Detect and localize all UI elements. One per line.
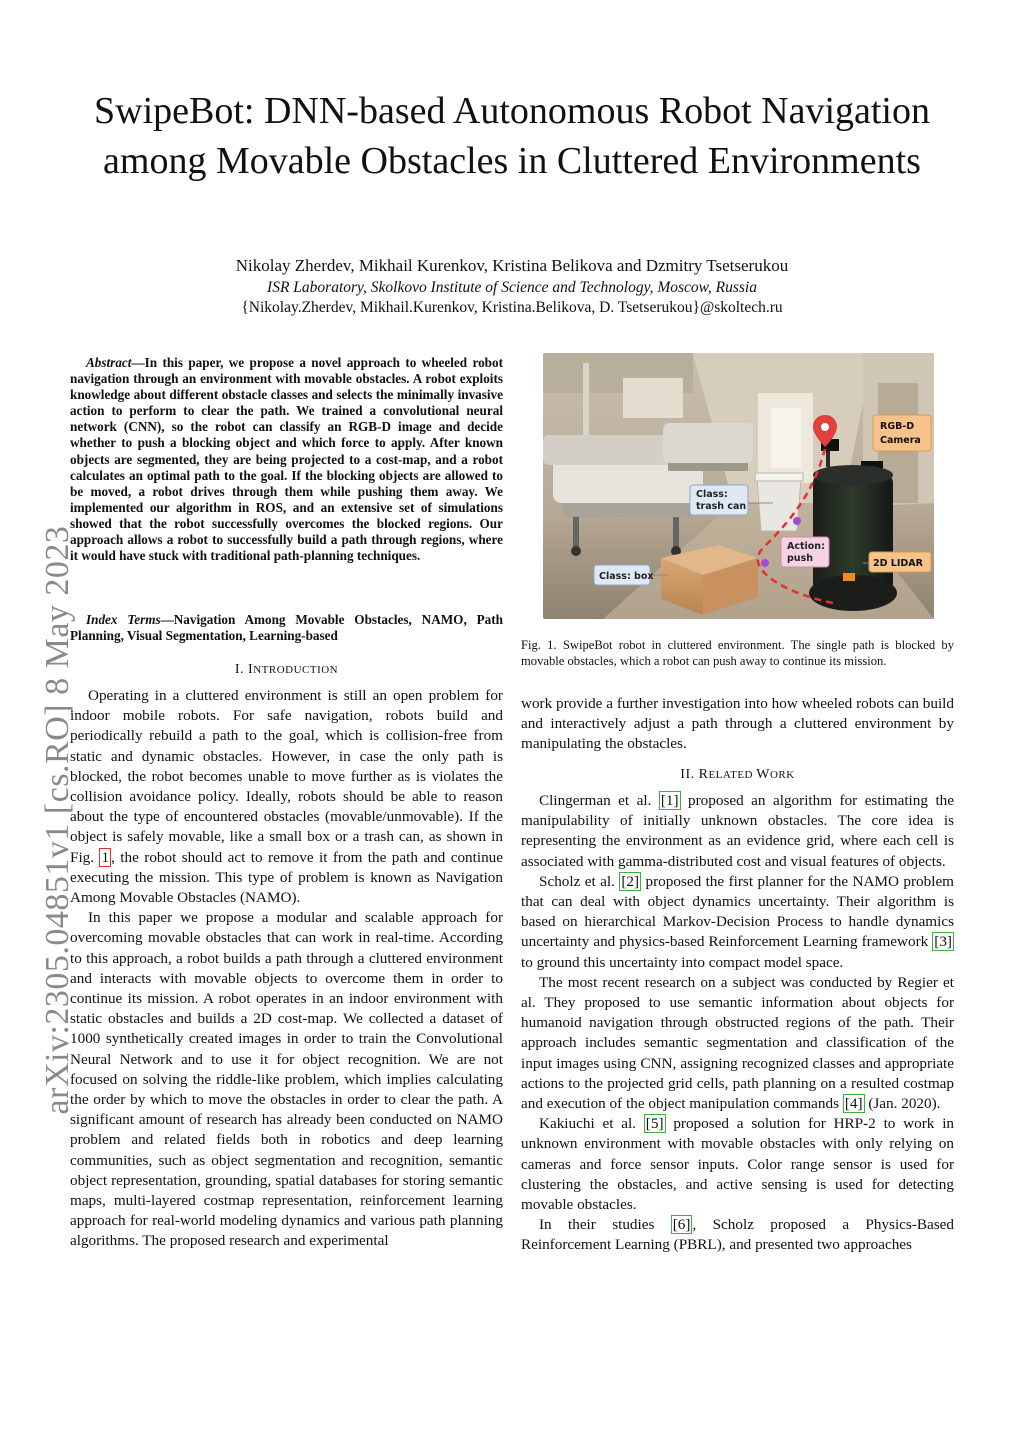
citation-link[interactable]: [3] (934, 933, 952, 951)
section-heading-related-work (521, 767, 954, 783)
section-number: II. (680, 767, 699, 782)
section-heading-introduction (70, 662, 503, 678)
rw-paragraph-4 (521, 1114, 954, 1215)
authors: Nikolay Zherdev, Mikhail Kurenkov, Kristina Belikova and Dzmitry Tsetserukou (235, 256, 789, 275)
section-cap: R (698, 767, 709, 782)
trash-label-line1: Class: (696, 489, 728, 500)
rgbd-label-line2: Camera (880, 435, 921, 446)
label-trash-can (690, 485, 748, 515)
arxiv-side-label: arXiv:2305.04851v1 [cs.RO] 8 May 2023 (39, 525, 76, 1115)
rgbd-label-line1: RGB-D (880, 421, 915, 432)
text-span: to ground this uncertainty into compact model space. (521, 953, 844, 971)
text-span: proposed a solution for HRP-2 to work in unknown environment with movable obstacles with only relying on cameras and force sensor inputs. Color range sensor is used for clustering the obstacles, and active sensing is used for detecting movable obstacles. (521, 1115, 955, 1214)
citation-link[interactable]: [1] (660, 792, 679, 809)
lidar-label: 2D LIDAR (873, 558, 923, 569)
text-span: Clingerman et al. (539, 792, 659, 809)
section-rest: NTRODUCTION (253, 664, 339, 676)
robot-scene-illustration (543, 353, 934, 619)
paper-title: SwipeBot: DNN-based Autonomous Robot Navigation among Movable Obstacles in Cluttered Environments (94, 90, 930, 182)
label-action-push (781, 537, 829, 567)
rw-paragraph-1 (521, 791, 954, 872)
section-rest: ORK (769, 769, 795, 781)
label-rgbd-camera (873, 415, 931, 451)
index-terms (70, 612, 503, 644)
section-cap: W (756, 767, 770, 782)
text-span: , the robot should act to remove it from the path and continue executing the mission. This type of problem is known as Navigation Among Movable Obstacles (NAMO). (70, 848, 503, 907)
action-label-line2: push (787, 553, 813, 564)
index-terms-text: —Navigation Among Movable Obstacles, NAMO, Path Planning, Visual Segmentation, Learning-based (70, 612, 503, 644)
label-2d-lidar (869, 552, 931, 572)
figure-ref-link[interactable]: 1 (101, 848, 110, 866)
rw-paragraph-3 (521, 973, 954, 1114)
section-rest: ELATED (708, 769, 757, 781)
abstract-label: Abstract (86, 355, 132, 370)
intro-body (70, 686, 503, 1252)
abstract-text: —In this paper, we propose a novel approach to wheeled robot navigation through an environment with movable obstacles. A robot exploits knowledge about different obstacle classes and selects the minimally invasive action to perform to clear the path. We trained a convolutional neural network (CNN), so the robot can classify an RGB-D image and decide whether to push a blocking object and which force to apply. After known objects are segmented, they are being projected to a cost-map, and a robot calculates an optimal path to the goal. If the blocking objects are allowed to be moved, a robot drives through them while pushing them away. We implemented our algorithm in ROS, and an extensive set of simulations showed that the robot successfully overcomes the blocked regions. Our approach allows a robot to successfully build a path through regions, where it would have stuck with traditional path-planning techniques. (70, 355, 503, 564)
section-number: I. (234, 662, 249, 677)
box-label: Class: box (599, 571, 654, 582)
citation-link[interactable]: [2] (621, 872, 640, 890)
section-cap: I (248, 662, 254, 677)
text-span: In their studies (539, 1216, 671, 1234)
affiliation: ISR Laboratory, Skolkovo Institute of Science and Technology, Moscow, Russia (267, 279, 757, 296)
label-box (594, 565, 654, 585)
citation-link[interactable]: [6] (672, 1216, 691, 1234)
intro-paragraph-2: In this paper we propose a modular and scalable approach for overcoming movable obstacles that can work in real-time. According to this approach, a robot builds a path through a cluttered environment and interacts with movable objects to overcome them in order to continue its mission. A robot operates in an indoor environment with static obstacles and builds a 2D cost-map. We collected a dataset of 1000 synthetically created images in order to train the Convolutional Neural Network and to use it for object recognition. We are not focused on solving the riddle-like problem, which implies calculating the order by which to move the obstacles in order to clear the path. A significant amount of research has already been conducted on NAMO problem and related fields both in robotics and deep learning communities, such as object segmentation and recognition, semantic object representation, grounding, spatial databases for storing semantic maps, multi-layered costmap representation, reinforcement learning approach for real-world modeling dynamics and various path planning algorithms. The proposed research and experimental (70, 909, 503, 1250)
related-work-body (521, 791, 954, 1256)
citation-link[interactable]: [5] (645, 1115, 664, 1133)
text-span: proposed the first planner for the NAMO problem that can deal with object dynamics uncertainty. Their algorithm is based on hierarchical Markov-Decision Process to handle dynamics uncertainty and physics-based Reinforcement Learning framework (521, 872, 954, 951)
text-span: Operating in a cluttered environment is still an open problem for indoor mobile robots. For safe navigation, robots build and periodically rebuild a path to the goal, which is collision-free from static and dynamic obstacles. However, in case the only path is blocked, the robot becomes unable to move further as is violates the collision avoidance policy. Ideally, robots should be able to reason about the type of encountered obstacles (movable/unmovable). If the object is safely movable, like a small box or a trash can, as shown in Fig. (70, 687, 503, 866)
text-span: (Jan. 2020). (864, 1095, 941, 1113)
figure-1-image (543, 353, 934, 619)
right-column-top (521, 694, 954, 755)
trash-label-line2: trash can (696, 501, 747, 512)
figure-1-caption: Fig. 1. SwipeBot robot in cluttered environment. The single path is blocked by movable obstacles, which a robot can push away to continue its mission. (521, 638, 954, 668)
intro-paragraph-1 (70, 686, 503, 908)
index-terms-label: Index Terms (86, 612, 161, 627)
text-span: The most recent research on a subject was conducted by Regier et al. They proposed to use semantic information about objects for humanoid navigation through obstructed regions of the path. Their approach includes semantic segmentation and classification of the input images using CNN, assigning recognized classes and appropriate actions to the projected grid cells, path planning on a resulted costmap and execution of the object manipulation commands (521, 973, 954, 1113)
text-span: Scholz et al. (539, 872, 620, 890)
text-span: , Scholz proposed a Physics-Based Reinforcement Learning (PBRL), and presented two approaches (521, 1216, 955, 1254)
emails: {Nikolay.Zherdev, Mikhail.Kurenkov, Kristina.Belikova, D. Tsetserukou}@skoltech.ru (241, 299, 783, 316)
text-span: Kakiuchi et al. (539, 1115, 644, 1133)
rw-paragraph-5 (521, 1215, 954, 1255)
intro-continuation: work provide a further investigation into how wheeled robots can build and interactively adjust a path through a cluttered environment by manipulating the obstacles. (521, 695, 954, 753)
action-label-line1: Action: (787, 541, 825, 552)
rw-paragraph-2 (521, 872, 954, 973)
citation-link[interactable]: [4] (844, 1095, 863, 1113)
abstract (70, 355, 503, 564)
text-span: proposed an algorithm for estimating the manipulability of initially unknown obstacles. The core idea is representing the environment as an evidence grid, where each cell is associated with gamma-distributed cost and visual features of objects. (521, 792, 954, 870)
